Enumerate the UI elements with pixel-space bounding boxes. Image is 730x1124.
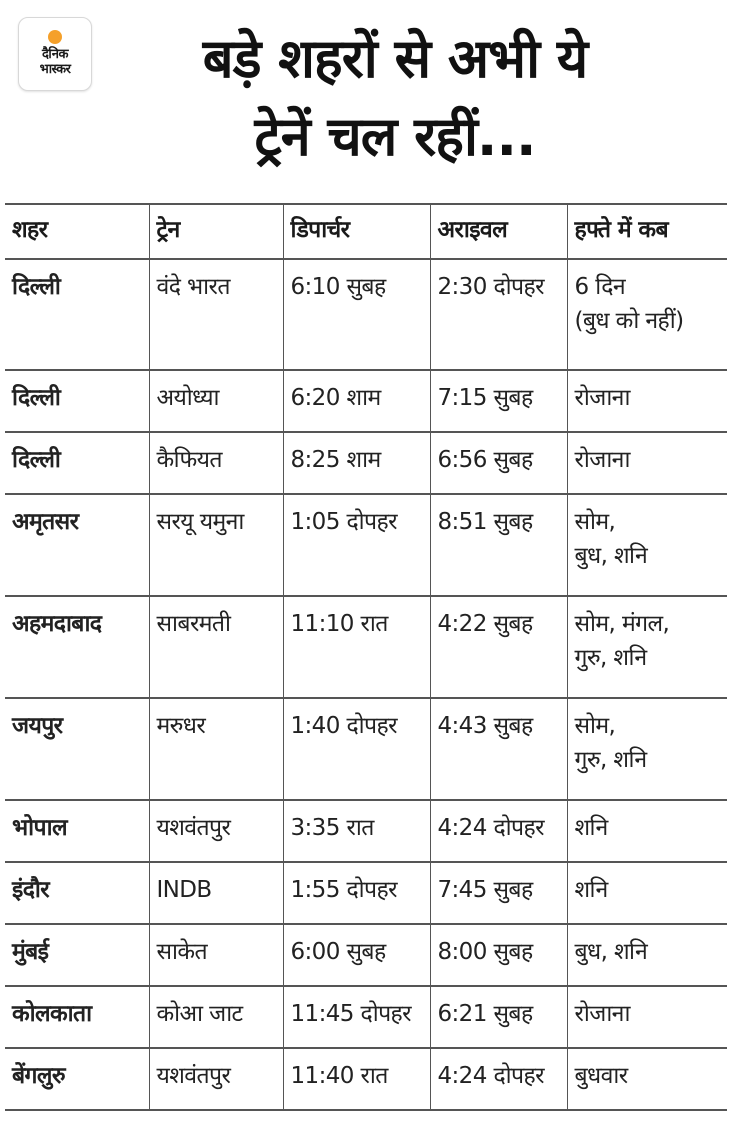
days-text: शनि	[574, 877, 608, 903]
days-text: रोजाना	[574, 447, 630, 473]
city-cell: अमृतसर	[5, 494, 149, 596]
days-cell	[567, 432, 727, 494]
table-row	[5, 862, 727, 924]
dainik-bhaskar-logo	[18, 17, 92, 91]
days-cell	[567, 494, 727, 596]
days-cell	[567, 1048, 727, 1110]
logo-text-line-1: दैनिक	[42, 47, 68, 62]
arrival-cell: 6:21 सुबह	[430, 986, 567, 1048]
departure-cell: 8:25 शाम	[283, 432, 430, 494]
city-cell: दिल्ली	[5, 432, 149, 494]
city-cell: दिल्ली	[5, 259, 149, 370]
days-text: 6 दिन	[574, 274, 625, 300]
departure-cell: 11:45 दोपहर	[283, 986, 430, 1048]
departure-cell: 1:40 दोपहर	[283, 698, 430, 800]
departure-cell: 3:35 रात	[283, 800, 430, 862]
column-header-days: हफ्ते में कब	[567, 204, 727, 259]
departure-cell: 11:40 रात	[283, 1048, 430, 1110]
sun-icon	[48, 30, 62, 44]
days-text: गुरु, शनि	[574, 747, 647, 773]
column-header-city: शहर	[5, 204, 149, 259]
departure-cell: 1:05 दोपहर	[283, 494, 430, 596]
departure-cell: 1:55 दोपहर	[283, 862, 430, 924]
departure-cell: 6:10 सुबह	[283, 259, 430, 370]
train-cell: यशवंतपुर	[149, 1048, 283, 1110]
arrival-cell: 7:15 सुबह	[430, 370, 567, 432]
days-text: बुध, शनि	[574, 939, 648, 965]
train-cell: मरुधर	[149, 698, 283, 800]
column-header-arrival: अराइवल	[430, 204, 567, 259]
days-text: सोम,	[574, 509, 616, 535]
days-cell	[567, 259, 727, 370]
city-cell: दिल्ली	[5, 370, 149, 432]
train-cell: वंदे भारत	[149, 259, 283, 370]
city-cell: मुंबई	[5, 924, 149, 986]
arrival-cell: 4:24 दोपहर	[430, 1048, 567, 1110]
table-row	[5, 259, 727, 370]
city-cell: अहमदाबाद	[5, 596, 149, 698]
departure-cell: 6:00 सुबह	[283, 924, 430, 986]
arrival-cell: 7:45 सुबह	[430, 862, 567, 924]
headline	[100, 20, 690, 176]
train-cell: कैफियत	[149, 432, 283, 494]
days-cell	[567, 862, 727, 924]
days-text: सोम,	[574, 713, 616, 739]
train-cell: साबरमती	[149, 596, 283, 698]
table-row	[5, 986, 727, 1048]
arrival-cell: 8:51 सुबह	[430, 494, 567, 596]
train-cell: यशवंतपुर	[149, 800, 283, 862]
table-row	[5, 800, 727, 862]
logo-text-line-2: भास्कर	[39, 62, 71, 77]
days-text: सोम, मंगल,	[574, 611, 670, 637]
days-cell	[567, 986, 727, 1048]
city-cell: भोपाल	[5, 800, 149, 862]
days-text: शनि	[574, 815, 608, 841]
city-cell: जयपुर	[5, 698, 149, 800]
column-header-train: ट्रेन	[149, 204, 283, 259]
arrival-cell: 4:22 सुबह	[430, 596, 567, 698]
train-cell: अयोध्या	[149, 370, 283, 432]
days-cell	[567, 800, 727, 862]
city-cell: इंदौर	[5, 862, 149, 924]
days-text: (बुध को नहीं)	[574, 308, 684, 334]
days-text: रोजाना	[574, 1001, 630, 1027]
train-cell: कोआ जाट	[149, 986, 283, 1048]
table-row	[5, 1048, 727, 1110]
days-cell	[567, 370, 727, 432]
city-cell: कोलकाता	[5, 986, 149, 1048]
arrival-cell: 8:00 सुबह	[430, 924, 567, 986]
headline-line-2: ट्रेनें चल रहीं...	[254, 105, 536, 168]
days-cell	[567, 596, 727, 698]
days-text: गुरु, शनि	[574, 645, 647, 671]
table-header-row	[5, 204, 727, 259]
days-text: बुध, शनि	[574, 543, 648, 569]
table-row	[5, 494, 727, 596]
days-cell	[567, 924, 727, 986]
arrival-cell: 2:30 दोपहर	[430, 259, 567, 370]
train-cell: INDB	[149, 862, 283, 924]
days-text: बुधवार	[574, 1063, 628, 1089]
table-row	[5, 698, 727, 800]
table-row	[5, 596, 727, 698]
days-text: रोजाना	[574, 385, 630, 411]
city-cell: बेंगलुरु	[5, 1048, 149, 1110]
headline-line-1: बड़े शहरों से अभी ये	[202, 27, 588, 90]
table-row	[5, 924, 727, 986]
arrival-cell: 4:24 दोपहर	[430, 800, 567, 862]
column-header-departure: डिपार्चर	[283, 204, 430, 259]
train-schedule-table	[5, 203, 727, 1111]
train-cell: साकेत	[149, 924, 283, 986]
table-row	[5, 432, 727, 494]
train-cell: सरयू यमुना	[149, 494, 283, 596]
arrival-cell: 6:56 सुबह	[430, 432, 567, 494]
arrival-cell: 4:43 सुबह	[430, 698, 567, 800]
departure-cell: 6:20 शाम	[283, 370, 430, 432]
days-cell	[567, 698, 727, 800]
departure-cell: 11:10 रात	[283, 596, 430, 698]
table-row	[5, 370, 727, 432]
